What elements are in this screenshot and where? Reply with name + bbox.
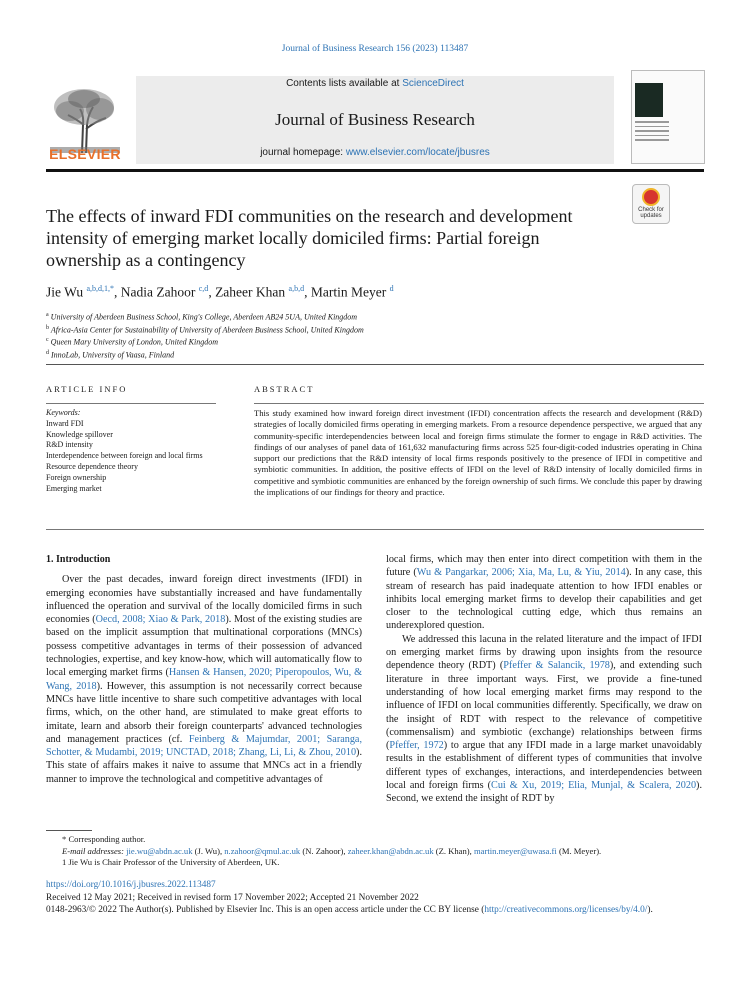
affiliation-text: InnoLab, University of Vaasa, Finland: [51, 350, 175, 360]
journal-title: Journal of Business Research: [275, 110, 475, 129]
email-link[interactable]: jie.wu@abdn.ac.uk: [126, 845, 193, 856]
keyword-item: Inward FDI: [46, 418, 84, 428]
footnotes: [46, 834, 706, 869]
body-paragraph: [386, 633, 702, 806]
keyword-list: [46, 408, 216, 494]
citation-link[interactable]: Oecd, 2008; Xiao & Park, 2018: [95, 614, 226, 626]
check-for-updates-icon: [642, 188, 660, 206]
abstract-bottom-divider: [46, 529, 704, 530]
publication-info: [46, 879, 716, 917]
citation-link[interactable]: Feinberg & Majumdar, 2001; Saranga, Schotter, & Mudambi, 2019; UNCTAD, 2018; Zhang, Li, Li, & Zhou, 2010: [46, 733, 362, 759]
contents-line: [136, 78, 614, 89]
affiliation-item: [46, 323, 686, 336]
journal-cover-thumbnail-icon[interactable]: [631, 70, 705, 164]
affiliation-item: [46, 348, 686, 361]
section-divider: [46, 364, 704, 365]
author-footnote: 1 Jie Wu is Chair Professor of the University of Aberdeen, UK.: [62, 857, 280, 867]
keyword-item: Interdependence between foreign and local firms: [46, 451, 203, 461]
email-owner: (J. Wu),: [192, 845, 225, 856]
affiliation-text: Africa-Asia Center for Sustainability of University of Aberdeen Business School, United Kingdom: [50, 325, 364, 335]
intro-heading: 1. Introduction: [46, 554, 111, 565]
author-affiliation-marks[interactable]: d: [389, 284, 394, 293]
header-divider: [46, 169, 704, 172]
contents-prefix: Contents lists available at: [286, 78, 403, 89]
affiliation-text: University of Aberdeen Business School, King's College, Aberdeen AB24 5UA, United Kingdom: [50, 312, 358, 322]
keyword-item: R&D intensity: [46, 440, 93, 450]
citation-link[interactable]: Hansen & Hansen, 2020; Piperopoulos, Wu, & Wang, 2018: [46, 667, 362, 692]
citation-link[interactable]: Pfeffer, 1972: [389, 740, 444, 752]
affiliation-item: [46, 335, 686, 348]
paragraph-text: ). This state of affairs makes it naive to assume that MNCs act in a friendly manner to improve the technological and competitive advantages of: [46, 747, 362, 785]
author-name: Martin Meyer: [310, 284, 387, 300]
check-badge-label: Check for updates: [638, 207, 664, 219]
paragraph-text: ) to argue that any IFDI made in a large market unavoidably results in the establishment of different types of communities that involve different types of exchanges, interactions, and interdependencies between local and foreign firms (: [386, 740, 702, 792]
citation-link[interactable]: Cui & Xu, 2019; Elia, Munjal, & Scalera, 2020: [491, 780, 697, 792]
abstract-heading: ABSTRACT: [254, 384, 315, 394]
abstract-text: This study examined how inward foreign direct investment (IFDI) concentration affects the research and development (R&D) strategies of locally domiciled firms operating in emerging markets. From a resource dependence perspective, we argued that any community-specific interdependencies between local and foreign firms stimulate the former to engage in R&D activities. The findings of our analyses of panel data of 161,632 manufacturing firms across 525 four-digit-coded industries operating in China support our predictions that the R&D intensity of local firms responds positively to the presence of IFDI in competitive and symbiotic communities. In addition, the positive effects of IFDI on the level of R&D intensity of locally domiciled firms in competitive and symbiotic communities are enhanced by the foreign ownership of such firms. We conclude this paper by drawing the implications of our findings for theory and practice.: [254, 408, 702, 498]
body-column-left: [46, 553, 362, 786]
keyword-item: Emerging market: [46, 483, 102, 493]
paragraph-text: Over the past decades, inward foreign direct investments (IFDI) in emerging economies have substantially increased and have fundamentally influenced the operation and survival of the locally domiciled firms in such economies (: [46, 574, 362, 626]
corresponding-note: * Corresponding author.: [62, 834, 146, 844]
author-affiliation-marks[interactable]: a,b,d: [288, 284, 305, 293]
footnote-divider: [46, 830, 92, 831]
keyword-item: Knowledge spillover: [46, 429, 113, 439]
email-owner: (M. Meyer).: [556, 845, 602, 856]
affiliation-mark: d: [46, 349, 49, 356]
email-link[interactable]: martin.meyer@uwasa.fi: [473, 845, 557, 856]
author-affiliation-marks[interactable]: c,d: [198, 284, 209, 293]
article-title: The effects of inward FDI communities on the research and development intensity of emerging market locally domiciled firms: Partial foreign ownership as a contingency: [46, 206, 573, 270]
license-suffix: ).: [647, 905, 653, 915]
email-line: [46, 846, 706, 858]
body-paragraph: [386, 553, 702, 633]
affiliation-list: [46, 310, 686, 361]
author-affiliation-marks[interactable]: a,b,d,1,*: [86, 284, 115, 293]
affiliation-text: Queen Mary University of London, United Kingdom: [50, 337, 218, 347]
journal-header: [46, 70, 704, 166]
email-owner: (N. Zahoor),: [300, 845, 348, 856]
keywords-label: Keywords:: [46, 408, 81, 417]
sciencedirect-link[interactable]: ScienceDirect: [402, 78, 464, 89]
paragraph-text: ). However, this assumption is not necessarily correct because MNCs have little incentive to share such competitive advantages with local firms, which, on the other hand, are stimulated to make great efforts to imitate, learn and absorb their foreign counterparts' advanced technologies and management practices (cf.: [46, 680, 362, 745]
paragraph-text: ). In any case, this stream of research has paid inadequate attention to how IFDI enables or inhibits local emerging market firms to develop their capabilities and get closer to the technological cutting edge, which thus remains an underexplored question.: [386, 567, 702, 632]
license-link[interactable]: http://creativecommons.org/licenses/by/4.0/: [484, 905, 648, 915]
homepage-line: [136, 147, 614, 158]
author-list: Jie Wu $^{a,b,d,1,*}$, Nadia Zahoor $^{c,d}$, Zaheer Khan $^{a,b,d}$, Martin Meyer $^d$: [46, 284, 394, 300]
keyword-item: Foreign ownership: [46, 472, 107, 482]
affiliation-mark: a: [46, 312, 49, 318]
journal-reference[interactable]: Journal of Business Research 156 (2023) 113487: [281, 44, 469, 54]
email-owner: (Z. Khan),: [433, 845, 474, 856]
abstract-divider: [254, 403, 704, 404]
article-info-divider: [46, 403, 216, 404]
homepage-prefix: journal homepage:: [260, 147, 346, 158]
keyword-item: Resource dependence theory: [46, 461, 138, 471]
affiliation-item: [46, 310, 686, 323]
paragraph-text: ). Most of the existing studies are based on the implicit assumption that multinational corporations (MNCs) possess competitive advantages in terms of their possession of advanced technologies, expertise, and key know-how, which will automatically flow to local emerging market firms (: [46, 614, 363, 679]
author-name: Zaheer Khan: [215, 284, 286, 300]
affiliation-mark: b: [46, 324, 49, 331]
history-dates: Received 12 May 2021; Received in revised form 17 November 2022; Accepted 21 November 2022: [46, 892, 419, 903]
license-text: 0148-2963/© 2022 The Author(s). Published by Elsevier Inc. This is an open access article under the CC BY license (: [46, 905, 485, 915]
doi-link[interactable]: https://doi.org/10.1016/j.jbusres.2022.113487: [46, 880, 216, 890]
paragraph-text: local firms, which may then enter into direct competition with them in the future (: [386, 554, 702, 579]
paragraph-text: ), and extending such literature in three important ways. First, we provide a fine-tuned understanding of how local emerging market firms may respond to the influence of IFDI on local communities differently. Specifically, we draw on the insight of RDT with respect to the relevance of competitive (commensalism) and symbiotic (exchange) relationships between firms (: [386, 660, 702, 752]
homepage-link[interactable]: www.elsevier.com/locate/jbusres: [345, 147, 490, 158]
citation-link[interactable]: Wu & Pangarkar, 2006; Xia, Ma, Lu, & Yiu, 2014: [416, 567, 626, 579]
paragraph-text: ). Second, we extend the insight of RDT by: [386, 780, 702, 805]
body-paragraph: [46, 573, 362, 786]
email-label: E-mail addresses:: [62, 845, 127, 856]
article-info-heading: ARTICLE INFO: [46, 384, 128, 394]
author-name: Jie Wu: [46, 284, 84, 300]
paragraph-text: We addressed this lacuna in the related literature and the impact of IFDI on emerging market firms by drawing upon insights from the resource dependence theory (RDT) (: [386, 633, 702, 672]
email-link[interactable]: n.zahoor@qmul.ac.uk: [224, 845, 301, 856]
citation-link[interactable]: Pfeffer & Salancik, 1978: [503, 660, 610, 672]
check-for-updates-badge[interactable]: [632, 184, 670, 224]
body-column-right: [386, 553, 702, 806]
publisher-wordmark[interactable]: ELSEVIER: [49, 146, 121, 162]
email-link[interactable]: zaheer.khan@abdn.ac.uk: [347, 845, 434, 856]
journal-banner: [136, 76, 614, 164]
affiliation-mark: c: [46, 337, 49, 344]
license-line: [46, 904, 716, 917]
author-name: Nadia Zahoor: [120, 284, 196, 300]
